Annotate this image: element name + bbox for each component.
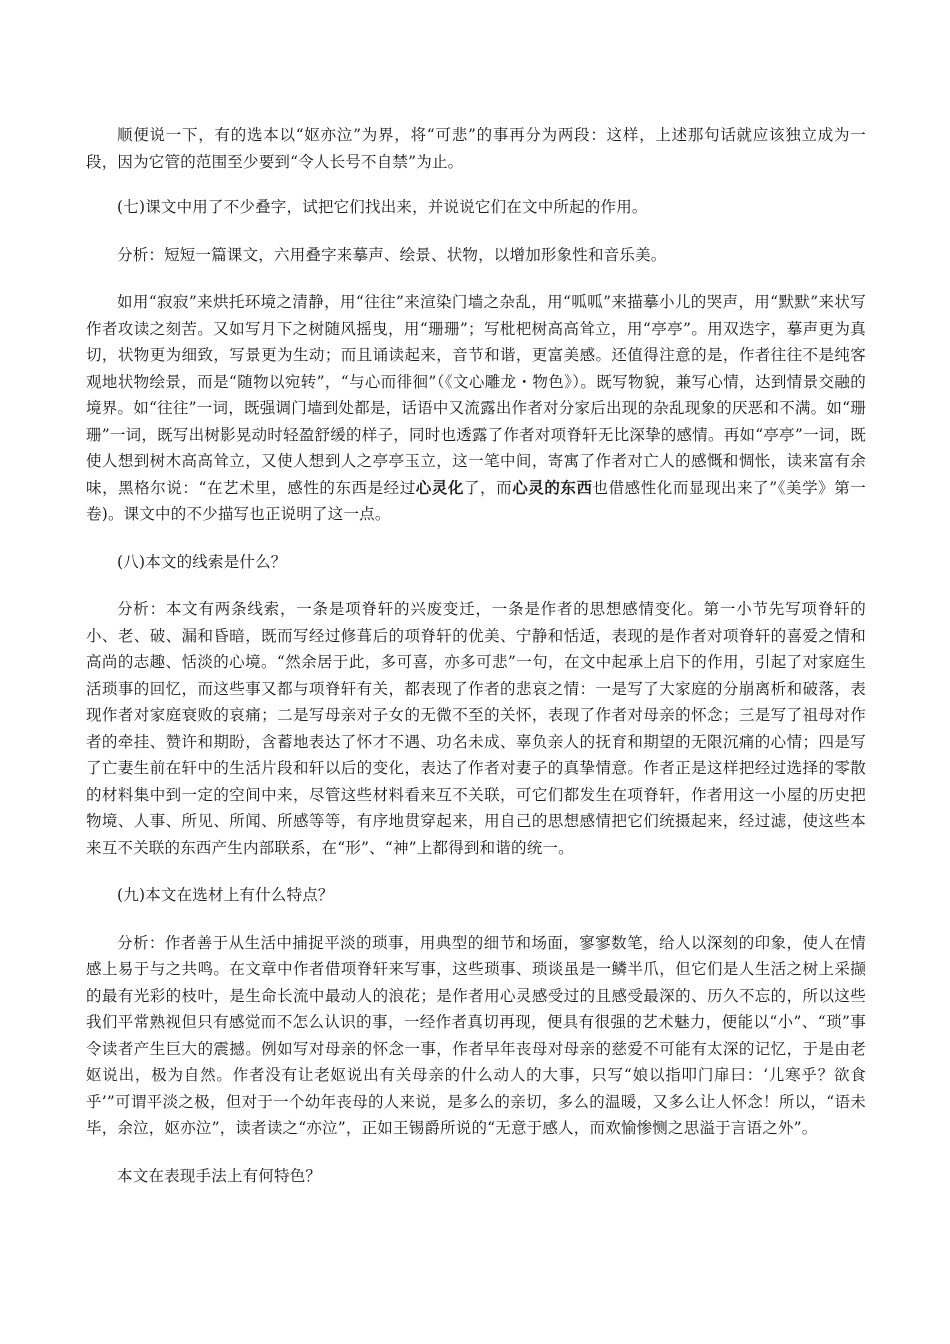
spacer — [86, 268, 866, 289]
bold-term-spiritual-things: 心灵的东西 — [512, 478, 593, 497]
spacer — [86, 175, 866, 194]
analysis-7: 分析：短短一篇课文，六用叠字来摹声、绘景、状物，以增加形象性和音乐美。 — [117, 245, 667, 264]
spacer — [86, 528, 866, 549]
question-9: (九)本文在选材上有什么特点？ — [117, 886, 334, 904]
text-run: 也借感性化而显现出来了”《美学》第一卷)。课文中的不少描写也正说明了这一点。 — [86, 478, 866, 523]
paragraph-p1: 顺便说一下，有的选本以“妪亦泣”为界，将“可悲”的事再分为两段：这样，上述那句话就应该独立成为一段，因为它管的范围至少要到“令人长号不自禁”为止。 — [86, 126, 866, 171]
text-run: 了，而 — [463, 478, 513, 497]
analysis-8: 分析：本文有两条线索，一条是项脊轩的兴废变迁，一条是作者的思想感情变化。第一小节先写项脊轩的小、老、破、漏和昏暗，既而写经过修葺后的项脊轩的优美、宁静和恬适，表现的是作者对项脊轩的喜爱之情和高尚的志趣、恬淡的心境。“然余居于此，多可喜，亦多可悲”一句，在文中起承上启下的作用，引起了对家庭生活琐事的回忆，而这些事又都与项脊轩有关，都表现了作者的悲哀之情：一是写了大家庭的分崩离析和破落，表现作者对家庭衰败的哀痛；二是写母亲对子女的无微不至的关怀，表现了作者对母亲的怀念；三是写了祖母对作者的牵挂、赞许和期盼，含蓄地表达了怀才不遇、功名未成、辜负亲人的抚育和期望的无限沉痛的心情；四是写了亡妻生前在轩中的生活片段和轩以后的变化，表达了作者对妻子的真挚情意。作者正是这样把经过选择的零散的材料集中到一定的空间中来，尽管这些材料看来互不关联，可它们都发生在项脊轩，作者用这一小屋的历史把物境、人事、所见、所闻、所感等等，有序地贯穿起来，用自己的思想感情把它们统摄起来，经过滤，使这些本来互不关联的东西产生内部联系，在“形”、“神”上都得到和谐的统一。 — [86, 600, 866, 857]
document-page — [86, 122, 866, 1189]
question-8: (八)本文的线索是什么？ — [117, 552, 287, 571]
analysis-7-detail — [86, 289, 866, 528]
spacer — [86, 1142, 866, 1163]
analysis-9: 分析：作者善于从生活中捕捉平淡的琐事，用典型的细节和场面，寥寥数笔，给人以深刻的印象，使人在情感上易于与之共鸣。在文章中作者借项脊轩来写事，这些琐事、琐谈虽是一鳞半爪，但它们是人生活之树上采撷的最有光彩的枝叶，是生命长流中最动人的浪花；是作者用心灵感受过的且感受最深的、历久不忘的，所以这些我们平常熟视但只有感觉而不怎么认识的事，一经作者真切再现，便具有很强的艺术魅力，便能以“小”、“琐”事令读者产生巨大的震撼。例如写对母亲的怀念一事，作者早年丧母对母亲的慈爱不可能有太深的记忆，于是由老妪说出，极为自然。作者没有让老妪说出有关母亲的什么动人的大事，只写“娘以指叩门扉曰：‘儿寒乎？欲食乎’”可谓平淡之极，但对于一个幼年丧母的人来说，是多么的亲切，多么的温暖，又多么让人怀念！所以，“语未毕，余泣，妪亦泣”，读者读之“亦泣”，正如王锡爵所说的“无意于感人，而欢愉惨恻之思溢于言语之外”。 — [86, 933, 866, 1137]
bold-term-spiritualized: 心灵化 — [415, 478, 464, 497]
spacer — [86, 909, 866, 930]
question-7: (七)课文中用了不少叠字，试把它们找出来，并说说它们在文中所起的作用。 — [117, 198, 648, 216]
spacer — [86, 221, 866, 242]
question-10: 本文在表现手法上有何特色？ — [117, 1166, 322, 1185]
text-run: 如用“寂寂”来烘托环境之清静，用“往往”来渲染门墙之杂乱，用“呱呱”来描摹小儿的哭声，用“默默”来状写作者攻读之刻苦。又如写月下之树随风摇曳，用“珊珊”；写枇杷树高高耸立，用“亭亭”。用双迭字，摹声更为真切，状物更为细致，写景更为生动；而且诵读起来，音节和谐，更富美感。还值得注意的是，作者往往不是纯客观地状物绘景，而是“随物以宛转”，“与心而徘徊”（《文心雕龙・物色》）。既写物貌，兼写心情，达到情景交融的境界。如“往往”一词，既强调门墙到处都是，话语中又流露出作者对分家后出现的杂乱现象的厌恶和不满。如“珊珊”一词，既写出树影晃动时轻盈舒缓的样子，同时也透露了作者对项脊轩无比深挚的感情。再如“亭亭”一词，既使人想到树木高高耸立，又使人想到人之亭亭玉立，这一笔中间，寄寓了作者对亡人的感慨和惆怅，读来富有余味，黑格尔说：“在艺术里，感性的东西是经过 — [86, 293, 866, 497]
spacer — [86, 861, 866, 882]
spacer — [86, 575, 866, 596]
